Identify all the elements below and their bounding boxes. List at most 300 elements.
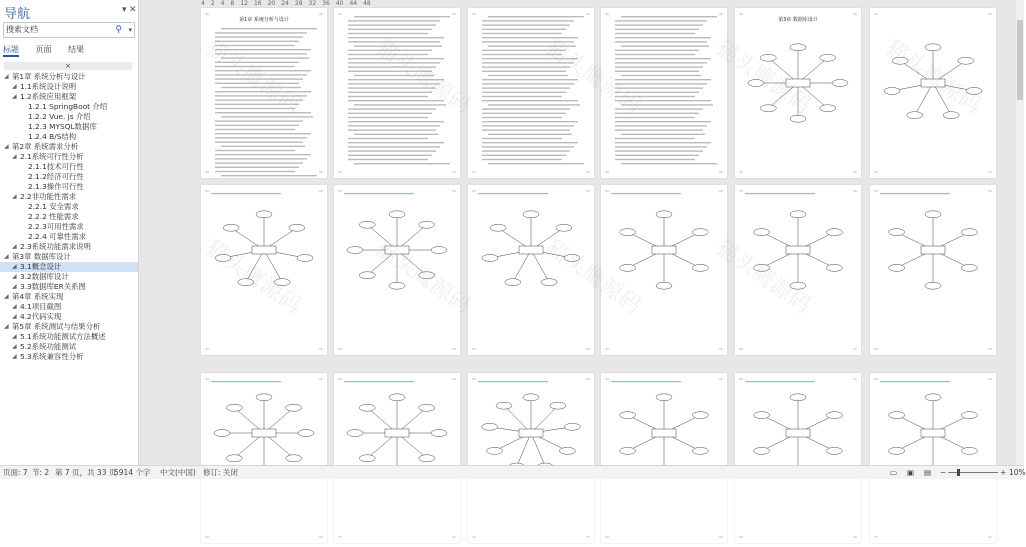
er-attribute-ellipse <box>541 279 557 286</box>
outline-item[interactable] <box>0 312 138 322</box>
text-line <box>615 62 707 63</box>
tab-headings[interactable]: 标题 <box>3 44 19 57</box>
text-line <box>354 163 450 164</box>
text-line <box>615 71 699 72</box>
corner-mark <box>874 349 878 350</box>
text-line <box>615 96 695 97</box>
vertical-scrollbar[interactable] <box>1016 0 1024 465</box>
er-entity-box <box>652 429 676 437</box>
text-line <box>482 155 566 156</box>
header-line <box>745 193 815 194</box>
er-edge <box>246 250 264 282</box>
outline-item-label: 1.2.1 SpringBoot 介绍 <box>28 102 108 111</box>
er-attribute-ellipse <box>760 54 776 61</box>
text-line <box>482 20 574 21</box>
clear-filter-button[interactable]: × <box>4 62 132 70</box>
corner-mark <box>719 537 723 538</box>
corner-mark <box>472 349 476 350</box>
er-entity-box <box>652 246 676 254</box>
er-attribute-ellipse <box>961 412 977 419</box>
header-line <box>344 193 414 194</box>
outline-item[interactable] <box>0 182 138 192</box>
text-line <box>348 108 436 109</box>
er-attribute-ellipse <box>790 211 806 218</box>
page-content <box>601 373 727 543</box>
corner-mark <box>205 14 209 15</box>
er-attribute-ellipse <box>790 394 806 401</box>
text-line <box>482 58 578 59</box>
text-line <box>615 50 699 51</box>
status-page-of[interactable]: 第 7 页，共 33 页 <box>55 468 117 477</box>
text-line <box>482 159 562 160</box>
text-line <box>482 92 566 93</box>
page-thumbnail[interactable] <box>870 185 996 355</box>
text-line <box>215 66 295 67</box>
er-attribute-ellipse <box>556 224 572 231</box>
text-line <box>215 32 307 33</box>
text-line <box>488 163 584 164</box>
page-thumbnail[interactable] <box>201 373 327 543</box>
page-content <box>735 8 861 178</box>
text-line <box>482 24 570 25</box>
text-line <box>615 121 711 122</box>
outline-item[interactable] <box>0 202 138 212</box>
outline-item[interactable] <box>0 332 138 342</box>
ruler-tick: 12 <box>240 0 248 7</box>
text-line <box>615 83 707 84</box>
page-thumbnail[interactable] <box>201 185 327 355</box>
er-edge <box>933 83 951 115</box>
corner-mark <box>319 349 323 350</box>
er-attribute-ellipse <box>790 115 806 122</box>
text-line <box>348 29 432 30</box>
outline-item[interactable] <box>0 92 138 102</box>
print-layout-icon[interactable]: ▣ <box>907 468 915 477</box>
text-line <box>615 125 707 126</box>
page-thumbnail[interactable] <box>735 8 861 178</box>
corner-mark <box>319 14 323 15</box>
outline-item[interactable] <box>0 232 138 242</box>
er-attribute-ellipse <box>820 105 836 112</box>
close-icon[interactable]: ✕ <box>129 5 137 15</box>
page-heading: 第1章 系统分析与设计 <box>239 17 289 23</box>
outline-item[interactable] <box>0 222 138 232</box>
er-edge <box>513 250 531 282</box>
outline-item-label: 2.2非功能性需求 <box>20 192 77 201</box>
outline-item-label: 第3章 数据库设计 <box>12 252 71 261</box>
page-thumbnail[interactable] <box>334 373 460 543</box>
text-line <box>615 33 695 34</box>
outline-item[interactable] <box>0 152 138 162</box>
collapse-triangle-icon[interactable]: ◢ <box>12 153 17 160</box>
er-entity-box <box>385 246 409 254</box>
outline-item[interactable] <box>0 192 138 202</box>
outline-item[interactable] <box>0 82 138 92</box>
text-line <box>215 91 311 92</box>
text-line <box>482 117 562 118</box>
page-thumbnail[interactable] <box>735 373 861 543</box>
tab-pages[interactable]: 页面 <box>35 45 52 54</box>
text-line <box>488 75 568 76</box>
er-attribute-ellipse <box>482 423 498 430</box>
er-attribute-ellipse <box>692 229 708 236</box>
text-line <box>215 62 299 63</box>
nav-tabs <box>3 44 98 57</box>
er-entity-box <box>921 79 945 87</box>
text-line <box>348 50 432 51</box>
text-line <box>221 87 301 88</box>
corner-mark <box>605 191 609 192</box>
text-line <box>482 129 570 130</box>
zoom-in-button[interactable]: + <box>1000 468 1007 477</box>
outline-item[interactable] <box>0 132 138 142</box>
outline-item[interactable] <box>0 262 138 272</box>
read-mode-icon[interactable]: ▭ <box>890 468 898 477</box>
text-line <box>348 83 440 84</box>
outline-item[interactable] <box>0 172 138 182</box>
corner-mark <box>319 379 323 380</box>
outline-item[interactable] <box>0 142 138 152</box>
text-line <box>348 37 444 38</box>
er-attribute-ellipse <box>656 394 672 401</box>
collapse-triangle-icon[interactable]: ◢ <box>12 353 17 360</box>
outline-item[interactable] <box>0 352 138 362</box>
text-line <box>215 104 299 105</box>
er-attribute-ellipse <box>907 112 923 119</box>
er-entity-box <box>786 429 810 437</box>
er-entity-box <box>786 246 810 254</box>
outline-item[interactable] <box>0 252 138 262</box>
er-entity-box <box>519 246 543 254</box>
text-line <box>482 96 562 97</box>
text-line <box>482 125 574 126</box>
er-attribute-ellipse <box>754 229 770 236</box>
er-attribute-ellipse <box>359 455 375 462</box>
outline-item[interactable] <box>0 122 138 132</box>
er-attribute-ellipse <box>359 404 375 411</box>
outline-item-label: 1.2.3 MYSQL数据库 <box>28 122 97 131</box>
page-content <box>735 373 861 543</box>
zoom-out-button[interactable]: − <box>940 468 947 477</box>
chevron-down-icon[interactable]: ▾ <box>128 26 132 34</box>
zoom-slider[interactable] <box>948 472 998 473</box>
collapse-triangle-icon[interactable]: ◢ <box>12 333 17 340</box>
text-line <box>215 53 307 54</box>
er-attribute-ellipse <box>389 282 405 289</box>
outline-item-label: 3.3数据库ER关系图 <box>20 282 86 291</box>
corner-mark <box>719 349 723 350</box>
er-attribute-ellipse <box>889 264 905 271</box>
text-line <box>482 121 578 122</box>
outline-item-label: 第4章 系统实现 <box>12 292 64 301</box>
corner-mark <box>719 191 723 192</box>
page-thumbnail[interactable] <box>201 8 327 178</box>
outline-item-label: 2.2.1 安全需求 <box>28 202 79 211</box>
er-attribute-ellipse <box>431 247 447 254</box>
corner-mark <box>739 379 743 380</box>
collapse-triangle-icon[interactable]: ◢ <box>12 83 17 90</box>
corner-mark <box>338 379 342 380</box>
zoom-slider-thumb[interactable] <box>957 469 960 476</box>
page-content <box>735 185 861 355</box>
page-thumbnail[interactable] <box>334 8 460 178</box>
outline-item[interactable] <box>0 282 138 292</box>
er-attribute-ellipse <box>754 264 770 271</box>
text-line <box>615 100 711 101</box>
page-thumbnail[interactable] <box>601 8 727 178</box>
text-line <box>482 113 566 114</box>
er-attribute-ellipse <box>347 247 363 254</box>
text-line <box>221 28 317 29</box>
corner-mark <box>338 14 342 15</box>
er-attribute-ellipse <box>559 447 575 454</box>
er-attribute-ellipse <box>692 447 708 454</box>
outline-item-label: 第1章 系统分析与设计 <box>12 72 86 81</box>
corner-mark <box>988 379 992 380</box>
text-line <box>348 66 436 67</box>
corner-mark <box>338 537 342 538</box>
page-content <box>870 185 996 355</box>
collapse-triangle-icon[interactable]: ◢ <box>12 303 17 310</box>
page-thumbnail[interactable] <box>601 185 727 355</box>
er-edge <box>531 433 545 467</box>
er-attribute-ellipse <box>298 430 314 437</box>
document-area[interactable] <box>139 0 1024 465</box>
text-line <box>348 129 436 130</box>
corner-mark <box>739 14 743 15</box>
corner-mark <box>472 172 476 173</box>
text-line <box>221 116 313 117</box>
text-line <box>221 146 305 147</box>
outline-item-label: 2.2.4 可靠性需求 <box>28 232 87 241</box>
collapse-triangle-icon[interactable]: ◢ <box>12 93 17 100</box>
er-attribute-ellipse <box>482 254 498 261</box>
er-entity-box <box>252 429 276 437</box>
er-attribute-ellipse <box>943 112 959 119</box>
page-content <box>201 185 327 355</box>
outline-item-label: 2.3系统功能需求说明 <box>20 242 91 251</box>
corner-mark <box>874 537 878 538</box>
er-entity-box <box>921 246 945 254</box>
er-edge <box>915 83 933 115</box>
er-attribute-ellipse <box>238 279 254 286</box>
corner-mark <box>605 349 609 350</box>
tab-results[interactable]: 结果 <box>68 45 85 54</box>
header-line <box>611 193 681 194</box>
corner-mark <box>988 191 992 192</box>
er-attribute-ellipse <box>223 224 239 231</box>
status-section[interactable]: 节: 2 <box>32 468 50 477</box>
page-thumbnail[interactable] <box>334 185 460 355</box>
page-thumbnail[interactable] <box>468 185 594 355</box>
text-line <box>348 150 436 151</box>
text-line <box>354 16 450 17</box>
text-line <box>348 62 440 63</box>
text-line <box>615 108 703 109</box>
outline-item[interactable] <box>0 302 138 312</box>
text-line <box>615 79 711 80</box>
text-line <box>482 150 570 151</box>
er-attribute-ellipse <box>832 80 848 87</box>
text-line <box>615 92 699 93</box>
search-icon[interactable]: ⚲ <box>115 25 122 35</box>
text-line <box>215 95 307 96</box>
text-line <box>354 104 446 105</box>
text-line <box>615 155 699 156</box>
ruler-tick: 20 <box>267 0 276 7</box>
text-line <box>221 175 317 176</box>
status-language[interactable]: 中文(中国) <box>160 468 196 477</box>
collapse-triangle-icon[interactable]: ◢ <box>12 343 17 350</box>
text-line <box>215 41 299 42</box>
er-entity-box <box>921 429 945 437</box>
outline-item-label: 2.1.3操作可行性 <box>28 182 84 191</box>
er-attribute-ellipse <box>487 447 503 454</box>
horizontal-ruler <box>201 0 377 7</box>
nav-options-icon[interactable]: ▾ <box>122 5 127 15</box>
text-line <box>615 54 695 55</box>
outline-item[interactable] <box>0 212 138 222</box>
er-attribute-ellipse <box>431 430 447 437</box>
collapse-triangle-icon[interactable]: ◢ <box>4 143 9 150</box>
page-thumbnail[interactable] <box>468 373 594 543</box>
er-attribute-ellipse <box>286 455 302 462</box>
er-attribute-ellipse <box>564 254 580 261</box>
text-line <box>615 146 707 147</box>
corner-mark <box>338 191 342 192</box>
er-attribute-ellipse <box>961 447 977 454</box>
outline-item-label: 2.1.1技术可行性 <box>28 162 84 171</box>
er-entity-box <box>385 429 409 437</box>
page-content <box>601 185 727 355</box>
outline-item[interactable] <box>0 322 138 332</box>
collapse-triangle-icon[interactable]: ◢ <box>4 293 9 300</box>
web-layout-icon[interactable]: ▤ <box>924 468 932 477</box>
text-line <box>215 125 299 126</box>
text-line <box>215 49 311 50</box>
header-line <box>211 193 281 194</box>
outline-item[interactable] <box>0 272 138 282</box>
er-attribute-ellipse <box>490 224 506 231</box>
corner-mark <box>853 537 857 538</box>
er-attribute-ellipse <box>289 224 305 231</box>
corner-mark <box>205 379 209 380</box>
outline-item[interactable] <box>0 72 138 82</box>
er-attribute-ellipse <box>820 54 836 61</box>
corner-mark <box>472 379 476 380</box>
er-attribute-ellipse <box>961 264 977 271</box>
corner-mark <box>874 379 878 380</box>
er-entity-box <box>786 79 810 87</box>
ruler-tick: 48 <box>363 0 371 7</box>
text-line <box>615 129 703 130</box>
text-line <box>482 41 574 42</box>
outline-item-label: 1.2.4 B/S结构 <box>28 132 77 141</box>
outline-item-label: 2.2.3可用性需求 <box>28 222 84 231</box>
status-page[interactable]: 页面: 7 <box>3 468 28 477</box>
outline-item[interactable] <box>0 292 138 302</box>
corner-mark <box>605 537 609 538</box>
page-thumbnail[interactable] <box>735 185 861 355</box>
ruler-tick: 4 <box>220 0 225 7</box>
er-attribute-ellipse <box>620 229 636 236</box>
scroll-thumb[interactable] <box>1017 20 1023 100</box>
text-line <box>215 99 303 100</box>
text-line <box>215 150 295 151</box>
page-thumbnail[interactable] <box>468 8 594 178</box>
collapse-triangle-icon[interactable]: ◢ <box>4 253 9 260</box>
page-content <box>468 185 594 355</box>
er-attribute-ellipse <box>692 412 708 419</box>
search-input[interactable] <box>3 22 135 38</box>
zoom-level[interactable]: 10% <box>1009 468 1026 477</box>
corner-mark <box>452 537 456 538</box>
text-line <box>621 75 701 76</box>
collapse-triangle-icon[interactable]: ◢ <box>12 243 17 250</box>
status-word-count[interactable]: 5914 个字 <box>114 468 151 477</box>
collapse-triangle-icon[interactable]: ◢ <box>4 323 9 330</box>
text-line <box>215 141 303 142</box>
collapse-triangle-icon[interactable]: ◢ <box>4 73 9 80</box>
text-line <box>615 87 703 88</box>
status-track-changes[interactable]: 修订: 关闭 <box>203 468 238 477</box>
corner-mark <box>205 191 209 192</box>
outline-item[interactable] <box>0 242 138 252</box>
er-attribute-ellipse <box>760 105 776 112</box>
ruler-tick: 44 <box>349 0 358 7</box>
page-thumbnail[interactable] <box>870 373 996 543</box>
page-content <box>468 8 594 178</box>
header-line <box>211 381 281 382</box>
text-line <box>215 70 311 71</box>
er-attribute-ellipse <box>790 282 806 289</box>
ruler-tick: 24 <box>281 0 289 7</box>
page-thumbnail[interactable] <box>601 373 727 543</box>
collapse-triangle-icon[interactable]: ◢ <box>12 263 17 270</box>
page-content <box>334 185 460 355</box>
er-attribute-ellipse <box>347 430 363 437</box>
status-bar <box>0 465 1024 479</box>
collapse-triangle-icon[interactable]: ◢ <box>12 273 17 280</box>
text-line <box>482 83 574 84</box>
er-attribute-ellipse <box>966 87 982 94</box>
collapse-triangle-icon[interactable]: ◢ <box>12 193 17 200</box>
collapse-triangle-icon[interactable]: ◢ <box>12 283 17 290</box>
corner-mark <box>586 537 590 538</box>
er-attribute-ellipse <box>748 80 764 87</box>
outline-item[interactable] <box>0 112 138 122</box>
text-line <box>348 138 428 139</box>
er-attribute-ellipse <box>889 229 905 236</box>
outline-item[interactable] <box>0 102 138 112</box>
text-line <box>215 36 303 37</box>
header-line <box>478 381 548 382</box>
corner-mark <box>338 349 342 350</box>
text-line <box>215 120 303 121</box>
outline-item-label: 5.1系统功能测试方法概述 <box>20 332 106 341</box>
text-line <box>215 45 295 46</box>
er-attribute-ellipse <box>790 44 806 51</box>
collapse-triangle-icon[interactable]: ◢ <box>12 313 17 320</box>
text-line <box>348 146 440 147</box>
page-thumbnail[interactable] <box>870 8 996 178</box>
er-attribute-ellipse <box>389 211 405 218</box>
text-line <box>348 24 436 25</box>
corner-mark <box>472 14 476 15</box>
outline-item[interactable] <box>0 162 138 172</box>
outline-item[interactable] <box>0 342 138 352</box>
corner-mark <box>586 379 590 380</box>
